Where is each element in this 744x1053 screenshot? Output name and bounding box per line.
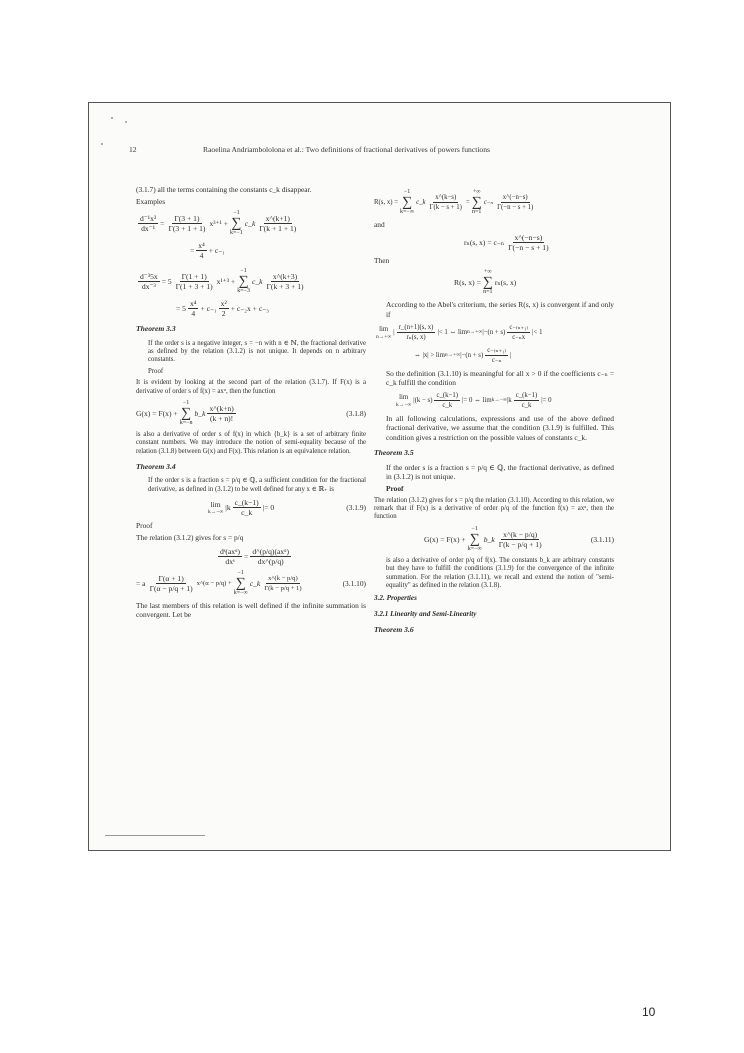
theorem-heading: Theorem 3.3: [136, 324, 176, 334]
paragraph: If the order s is a negative integer, s = −n with n ∈ ℕ, the fractional derivative as defined by the relation (3.1.2) is not unique. It depends on n arbitrary constants.: [148, 339, 366, 364]
equation-3-1-8: G(x) = F(x) + −1 ∑ k=−n b_k $\frac{x\^{}(k+n)}{(k + n)!}$ (3.1.8): [136, 400, 366, 427]
scan-speck: [101, 143, 103, 145]
equation-3-1-10: = a $\frac{\Gamma(\alpha + 1)}{\Gamma(\alpha - p/q + 1)}$ x^(α − p/q) + −1 ∑ k=−∞ c_k $\frac{x\^{}(k - p/q)}{\Gamma(k - p/q + 1)}$ (3.1.10): [136, 569, 366, 596]
footnote-rule: [105, 835, 205, 836]
equation: rₙ(s, x) = c₋ₙ $\frac{x\^{}(-n-s)}{\Gamma(-n - s + 1)}$: [464, 233, 549, 253]
proof-label: Proof: [136, 521, 153, 531]
paragraph: Then: [374, 256, 390, 266]
paragraph: The relation (3.1.2) gives for s = p/q: [136, 533, 244, 543]
equation: = 5 $\frac{\text{x⁴}}{4}$ + c₋₁ $\frac{\text{x²}}{2}$ + c₋₂x + c₋₃: [176, 299, 269, 319]
equation: = $\frac{\text{x⁴}}{4}$ + c₋₁: [190, 241, 225, 261]
paragraph: If the order s is a fraction s = p/q ∈ ℚ, a sufficient condition for the fractional derivative, as defined in (3.1.2) to be well defined for any x ∈ ℝ₊ is: [148, 477, 366, 493]
scan-speck: [125, 121, 127, 123]
paragraph: (3.1.7) all the terms containing the constants c_k disappear.: [136, 185, 312, 194]
examples-label: Examples: [136, 197, 166, 207]
equation-3-1-9: lim k→−∞ | k $\frac{c\_(k-1)}{c\_k}$ | = 0 (3.1.9): [208, 498, 366, 518]
equation: R(s, x) = +∞ ∑ n=1 rₙ(s, x): [454, 269, 517, 296]
equation: ⇔ |x| > lim n→+∞ | −(n + s) $\frac{\text{c₋₍ₙ₊₁₎}}{\text{c₋ₙ}}$ |: [414, 346, 512, 364]
scan-speck: [111, 117, 113, 119]
equation-tag: (3.1.8): [346, 408, 366, 418]
equation-tag: (3.1.9): [346, 503, 366, 513]
paragraph: In all following calculations, expressions and use of the above defined fractional derivative, we assume that the condition (3.1.9) is fulfilled. This condition gives a restriction on the possible values of constants c_k.: [386, 414, 614, 442]
journal-page-number: 12: [129, 145, 137, 154]
paragraph: and: [374, 220, 385, 229]
theorem-heading: Theorem 3.5: [374, 447, 414, 457]
theorem-heading: Theorem 3.4: [136, 462, 176, 472]
equation: $\frac{\text{dˢ(axᵅ)}}{\text{dxˢ}}$ = $\frac{\text{d\textasciicircum{}(p/q)(axᵅ)}}{dx\^{}(p/q)}$: [220, 546, 290, 566]
paragraph: According to the Abel's criterium, the series R(s, x) is convergent if and only if: [386, 300, 614, 319]
page-number: 10: [642, 1005, 656, 1019]
equation: $\frac{\text{d⁻³5x}}{\text{dx⁻³}}$ = 5 $\frac{\Gamma(1 + 1)}{\Gamma(1 + 3 + 1)}$ x¹⁺³ + −1 ∑ k=−3 c_k $\frac{x\^{}(k+3)}{\Gamma(k + 3 + 1)}$: [140, 268, 304, 295]
scanned-journal-page: [88, 102, 671, 851]
equation-tag: (3.1.10): [342, 578, 366, 588]
equation: $\frac{\text{d⁻¹x³}}{\text{dx⁻¹}}$ = $\frac{\Gamma(3 + 1)}{\Gamma(3 + 1 + 1)}$ x³⁺¹ + −1 ∑ k=−1 c_k $\frac{x\^{}(k+1)}{\Gamma(k + 1 + 1)}$: [140, 210, 297, 237]
subsection-heading: 3.2.1 Linearity and Semi-Linearity: [374, 609, 477, 618]
equation-3-1-11: G(x) = F(x) + −1 ∑ k=−∞ b_k $\frac{x\^{}(k - p/q)}{\Gamma(k - p/q + 1)}$ (3.1.11): [424, 525, 614, 552]
proof-label: Proof: [148, 367, 164, 375]
paragraph: is also a derivative of order s of f(x) in which {b_k} is a set of arbitrary finite constant numbers. We may introduce the notion of semi-equality because of the relation (3.1.8) between G(x) and F(x). This relation is an equivalence relation.: [136, 431, 366, 455]
equation: lim n→+∞ | $\frac{r\_(n+1)(s, x)}{\text{rₙ(s, x)}}$ | < 1 ⇔ lim n→+∞ | −(n + s) $\frac{\text{c₋₍ₙ₊₁₎}}{\text{c₋ₙx}}$ | < 1: [376, 323, 543, 341]
paragraph: is also a derivative of order p/q of f(x). The constants b_k are arbitrary constants but they have to fulfill the conditions (3.1.9) for the convergence of the infinite summation. For the relation (3.1.11), we recall and extend the notion of "semi-equality" as defined in the relation (3.1.8).: [386, 556, 614, 590]
left-column: [136, 185, 366, 622]
equation: R(s, x) = −1 ∑ k=−∞ c_k $\frac{x\^{}(k-s)}{\Gamma(k - s + 1)}$ = +∞ ∑ n=1 c₋ₙ $\frac{x\^{}(-n-s)}{\Gamma(-n - s + 1)}$: [374, 189, 534, 215]
paragraph: The relation (3.1.2) gives for s = p/q the relation (3.1.10). According to this relation, we remark that if F(x) is a derivative of order p/q of the function f(x) = axᵅ, then the function: [374, 496, 614, 521]
paragraph: The last members of this relation is well defined if the infinite summation is convergent. Let be: [136, 600, 366, 619]
right-column: [374, 185, 614, 640]
paragraph: So the definition (3.1.10) is meaningful for all x > 0 if the coefficients c₋ₙ = c_k fulfill the condition: [386, 368, 614, 388]
equation: lim k→−∞ | (k − s) $\frac{c\_(k-1)}{c\_k}$ | = 0 ⇔ lim k→−∞ | k $\frac{c\_(k-1)}{c\_k}$ | = 0: [396, 392, 552, 410]
equation-tag: (3.1.11): [590, 534, 614, 544]
proof-label: Proof: [386, 484, 404, 494]
theorem-heading: Theorem 3.6: [374, 624, 414, 634]
section-heading: 3.2. Properties: [374, 594, 417, 603]
running-title: Raoelina Andriambololona et al.: Two definitions of fractional derivatives of powers functions: [203, 145, 490, 154]
paragraph: It is evident by looking at the second part of the relation (3.1.7). If F(x) is a derivative of order s of f(x) = axᵅ, then the function: [136, 379, 366, 395]
paragraph: If the order s is a fraction s = p/q ∈ ℚ, the fractional derivative, as defined in (3.1.2) is not unique.: [386, 463, 614, 482]
